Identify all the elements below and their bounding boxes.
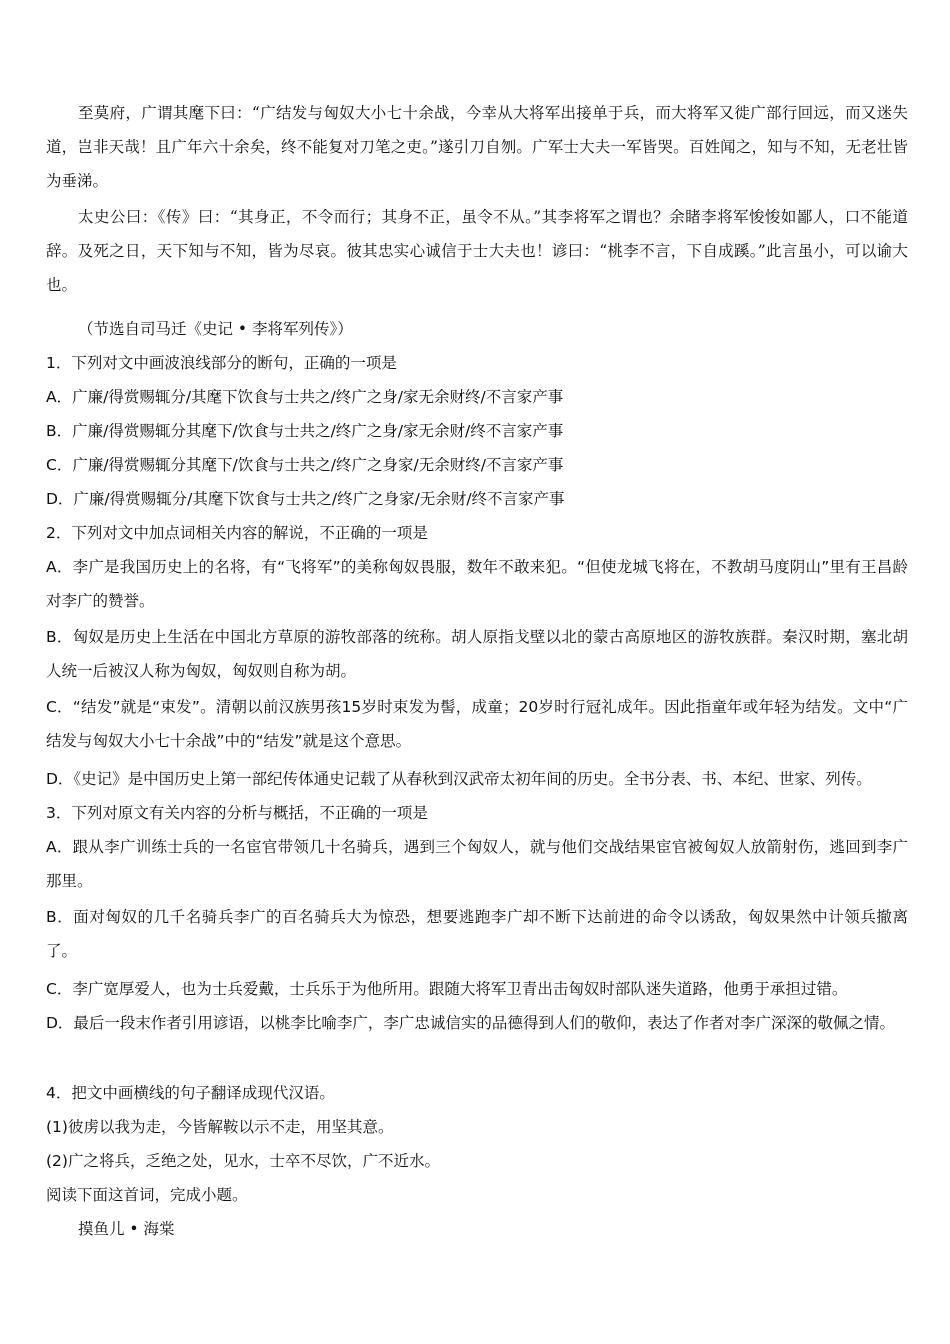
question-3-option-b: B．面对匈奴的几千名骑兵李广的百名骑兵大为惊恐，想要逃跑李广却不断下达前进的命令以诱敌，匈奴果然中计领兵撤离了。 [46, 908, 908, 960]
reading-instruction: 阅读下面这首词，完成小题。 [46, 1186, 248, 1204]
passage-paragraph-2: 太史公曰：《传》曰：“其身正，不令而行；其身不正，虽令不从。”其李将军之谓也？余睹李将军悛悛如鄙人，口不能道辞。及死之日，天下知与不知，皆为尽哀。彼其忠实心诚信于士大夫也！谚曰：“桃李不言，下自成蹊。”此言虽小，可以谕大也。 [46, 208, 908, 294]
question-2-option-c: C．“结发”就是“束发”。清朝以前汉族男孩15岁时束发为髻，成童；20岁时行冠礼成年。因此指童年或年轻为结发。文中“广结发与匈奴大小七十余战”中的“结发”就是这个意思。 [46, 698, 908, 750]
question-1-option-c: C．广廉/得赏赐辄分其麾下/饮食与士共之/终广之身家/无余财终/不言家产事 [46, 456, 564, 474]
question-3-option-d: D．最后一段末作者引用谚语，以桃李比喻李广，李广忠诚信实的品德得到人们的敬仰，表达了作者对李广深深的敬佩之情。 [46, 1014, 895, 1032]
passage-paragraph-1: 至莫府，广谓其麾下曰：“广结发与匈奴大小七十余战，今幸从大将军出接单于兵，而大将军又徙广部行回远，而又迷失道，岂非天哉！且广年六十余矣，终不能复对刀笔之吏。”遂引刀自刎。广军士大夫一军皆哭。百姓闻之，知与不知，无老壮皆为垂涕。 [46, 104, 908, 190]
question-3-stem: 3．下列对原文有关内容的分析与概括，不正确的一项是 [46, 804, 428, 822]
question-4-sentence-1: (1)彼虏以我为走，今皆解鞍以示不走，用坚其意。 [46, 1118, 394, 1136]
question-2-stem: 2．下列对文中加点词相关内容的解说，不正确的一项是 [46, 524, 428, 542]
passage-source: （节选自司马迁《史记 • 李将军列传》） [78, 320, 353, 338]
question-2-option-a: A．李广是我国历史上的名将，有“飞将军”的美称匈奴畏服，数年不敢来犯。“但使龙城飞将在，不教胡马度阴山”里有王昌龄对李广的赞誉。 [46, 558, 908, 610]
question-1-option-b: B．广廉/得赏赐辄分其麾下/饮食与士共之/终广之身/家无余财/终不言家产事 [46, 422, 564, 440]
question-2-option-b: B．匈奴是历史上生活在中国北方草原的游牧部落的统称。胡人原指戈壁以北的蒙古高原地区的游牧族群。秦汉时期，塞北胡人统一后被汉人称为匈奴，匈奴则自称为胡。 [46, 628, 908, 680]
question-2-option-d: D．《史记》是中国历史上第一部纪传体通史记载了从春秋到汉武帝太初年间的历史。全书分表、书、本纪、世家、列传。 [46, 770, 872, 788]
question-3-option-a: A．跟从李广训练士兵的一名宦官带领几十名骑兵，遇到三个匈奴人，就与他们交战结果宦官被匈奴人放箭射伤，逃回到李广那里。 [46, 838, 908, 890]
question-4-sentence-2: (2)广之将兵，乏绝之处，见水，士卒不尽饮，广不近水。 [46, 1152, 440, 1170]
poem-title: 摸鱼儿 • 海棠 [78, 1220, 175, 1238]
question-4-stem: 4．把文中画横线的句子翻译成现代汉语。 [46, 1084, 335, 1102]
question-1-option-d: D．广廉/得赏赐辄分/其麾下饮食与士共之/终广之身家/无余财/终不言家产事 [46, 490, 565, 508]
question-3-option-c: C．李广宽厚爱人，也为士兵爱戴，士兵乐于为他所用。跟随大将军卫青出击匈奴时部队迷失道路，他勇于承担过错。 [46, 980, 848, 998]
question-1-stem: 1．下列对文中画波浪线部分的断句，正确的一项是 [46, 354, 397, 372]
question-1-option-a: A．广廉/得赏赐辄分/其麾下饮食与士共之/终广之身/家无余财终/不言家产事 [46, 388, 564, 406]
